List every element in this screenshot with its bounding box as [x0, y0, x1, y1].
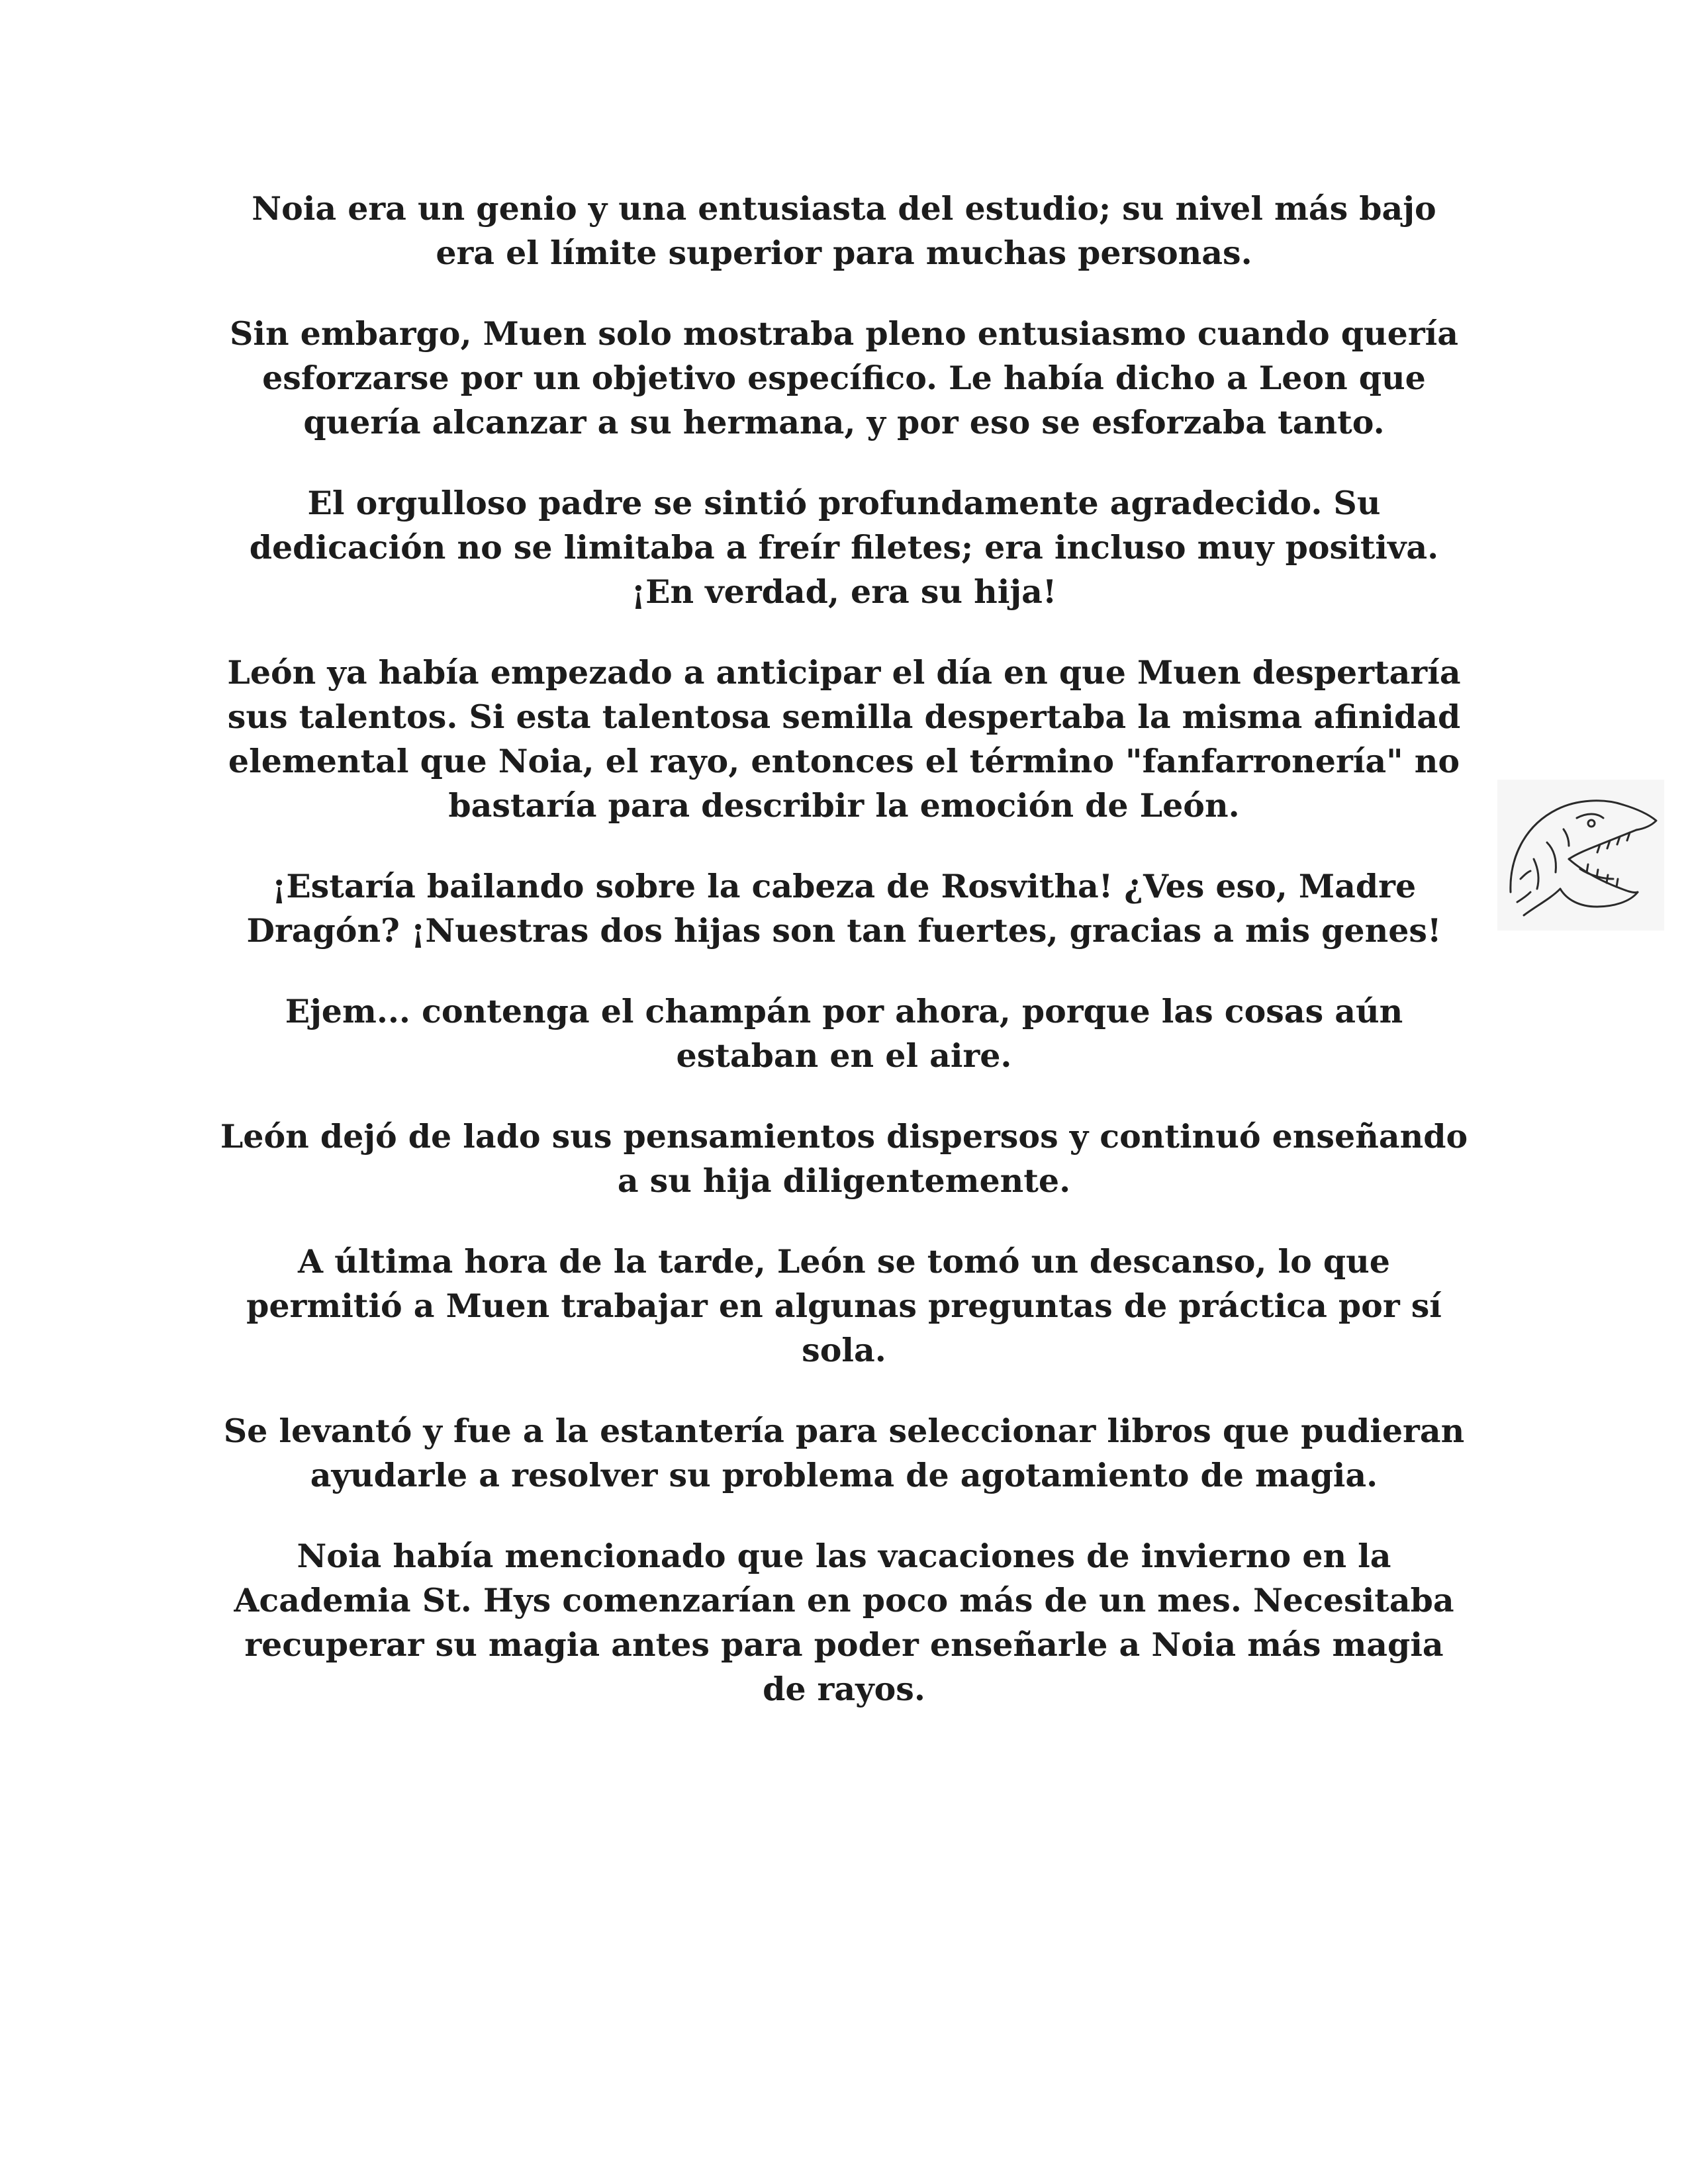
paragraph-10: Noia había mencionado que las vacaciones de invierno en la Academia St. Hys comenzarían en poco más de un mes. Necesitaba recuperar su magia antes para poder enseñarle a Noia más magia de rayos.	[234, 1537, 1454, 1708]
paragraph-5: ¡Estaría bailando sobre la cabeza de Rosvitha! ¿Ves eso, Madre Dragón? ¡Nuestras dos hijas son tan fuertes, gracias a mis genes!	[246, 867, 1442, 950]
paragraph-7: León dejó de lado sus pensamientos dispersos y continuó enseñando a su hija diligentemente.	[220, 1117, 1468, 1200]
paragraph-6: Ejem... contenga el champán por ahora, porque las cosas aún estaban en el aire.	[285, 992, 1403, 1075]
paragraph-2: Sin embargo, Muen solo mostraba pleno entusiasmo cuando quería esforzarse por un objetivo específico. Le había dicho a Leon que quería alcanzar a su hermana, y por eso se esforzaba tanto.	[229, 314, 1459, 441]
dinosaur-head-icon	[1497, 780, 1664, 931]
paragraph-9: Se levantó y fue a la estantería para seleccionar libros que pudieran ayudarle a resolver su problema de agotamiento de magia.	[223, 1412, 1465, 1494]
paragraph-1: Noia era un genio y una entusiasta del estudio; su nivel más bajo era el límite superior para muchas personas.	[252, 189, 1436, 272]
paragraph-8: A última hora de la tarde, León se tomó un descanso, lo que permitió a Muen trabajar en algunas preguntas de práctica por sí sola.	[246, 1242, 1442, 1369]
paragraph-4: León ya había empezado a anticipar el día en que Muen despertaría sus talentos. Si esta talentosa semilla despertaba la misma afinidad elemental que Noia, el rayo, entonces el término "fanfarronería" no bastaría para describir la emoción de León.	[227, 653, 1461, 825]
paragraph-3: El orgulloso padre se sintió profundamente agradecido. Su dedicación no se limitaba a freír filetes; era incluso muy positiva. ¡En verdad, era su hija!	[249, 484, 1439, 611]
body-text	[218, 187, 1470, 1748]
